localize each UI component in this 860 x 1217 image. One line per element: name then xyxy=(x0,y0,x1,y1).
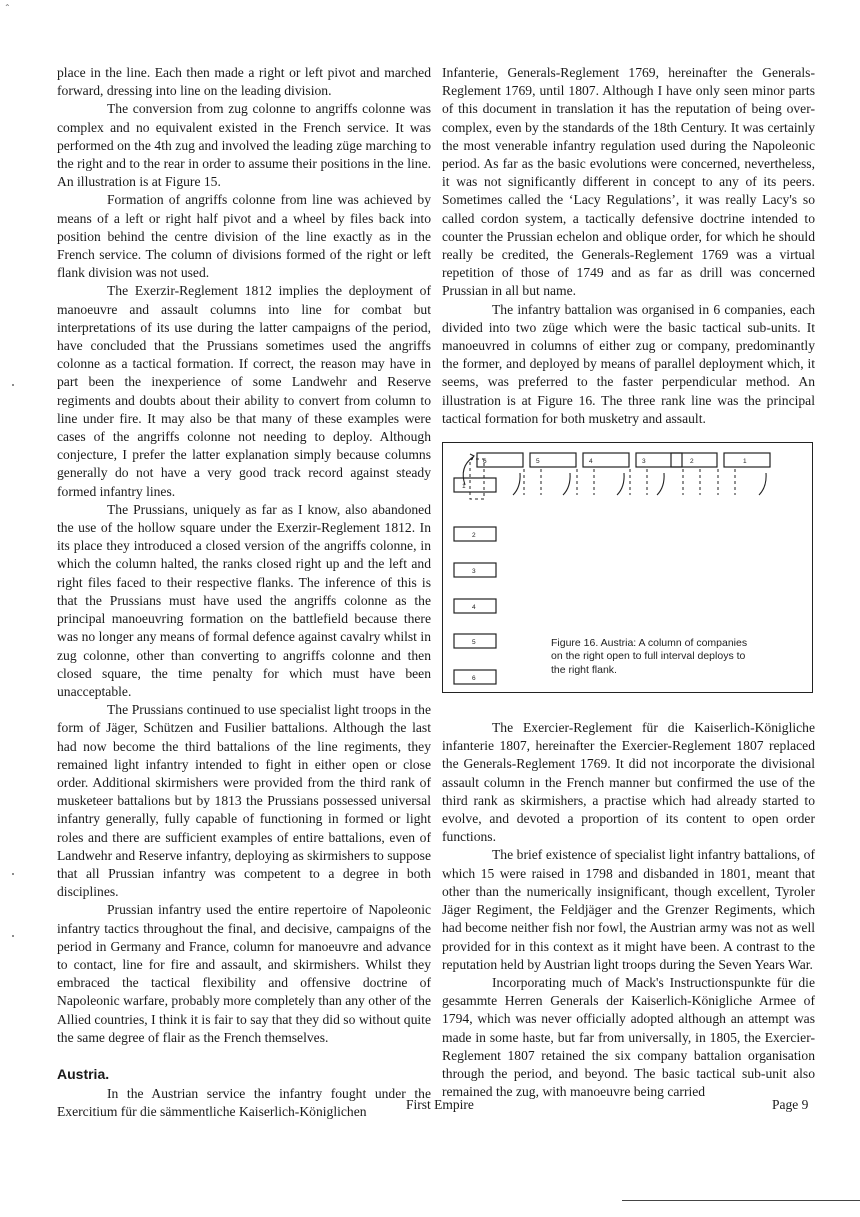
column-label: 4 xyxy=(472,604,476,612)
pivot-arrow xyxy=(463,457,473,485)
figure-16 xyxy=(442,442,813,693)
body-paragraph: The infantry battalion was organised in 6 companies, each divided into two züge which were the basic tactical sub-units. It manoeuvred in columns of either zug or company, predominantly the former, and deployed by means of parallel deployment which, it seems, was preferred to the faster perpendicular method. An illustration is at Figure 16. The three rank line was the principal tactical formation for both musketry and assault. xyxy=(442,301,815,426)
bottom-rule xyxy=(622,1200,860,1201)
pivot-arrow xyxy=(657,473,664,495)
line-label: 5 xyxy=(536,458,540,466)
pivot-arrow xyxy=(513,473,520,495)
column-company-box xyxy=(454,478,496,492)
body-paragraph: Incorporating much of Mack's Instructionspunkte für die gesammte Herren Generals der Kaiserlich-Königliche Armee of 1794, which was never officially adopted although an attempt was made in some haste, but far from universally, in 1805, the Exercier-Reglement 1807 retained the six company battalion organisation through the period, and beyond. The basic tactical sub-unit also remained the zug, with manoeuvre being carried xyxy=(442,974,815,1100)
line-company-box xyxy=(724,453,770,467)
column-label: 1 xyxy=(462,483,466,491)
line-label: 4 xyxy=(589,458,593,466)
line-company-box xyxy=(671,453,717,467)
body-paragraph: The conversion from zug colonne to angriffs colonne was complex and no equivalent existed in the French service. It was performed on the 4th zug and involved the leading züge marching to the right and to the rear in order to assume their positions in the line. An illustration is at Figure 15. xyxy=(57,101,431,190)
body-paragraph: The Prussians continued to use specialist light troops in the form of Jäger, Schützen and Fusilier battalions. Although the last had now become the third battalions of the line regiments, they remained light infantry intended to fight in either open or close order. Additional skirmishers were provided from the third rank of musketeer battalions but by 1813 the Prussians possessed universal infantry generally, fully capable of functioning in formed or light roles and there are sufficient examples of entire battalions, even of Landwehr and Reserve infantry, deploying as skirmishers to suppose that all Prussian infantry was competent to a degree in both disciplines. xyxy=(57,702,431,900)
margin-dot xyxy=(12,873,14,875)
body-paragraph: The Prussians, uniquely as far as I know, also abandoned the use of the hollow square under the Exerzir-Reglement 1812. In its place they introduced a closed version of the angriffs colonne, in which the column halted, the ranks closed right up and the left and right files faced to their respective flanks. The inference of this is that the Prussians must have used the angriffs colonne as the principal manoeuvring formation on the battlefield because there was no longer any means of formal defence against cavalry whilst in zug colonne, other than converting to angriffs colonne and then closed square, the time penalty for which must have been unacceptable. xyxy=(57,501,431,699)
left-column xyxy=(57,64,431,1121)
line-label: 6 xyxy=(483,458,487,466)
body-paragraph: The brief existence of specialist light infantry battalions, of which 15 were raised in 1798 and disbanded in 1801, meant that other than the numerically insignificant, though excellent, Tyroler Jäger Regiment, the Feldjäger and the Grenzer Regiments, which had become neither fish nor fowl, the Austrian army was not as well provided for in this context as it might have been. A contrast to the reputation held by Austrian light troops during the Seven Years War. xyxy=(442,847,815,972)
margin-dot xyxy=(12,384,14,386)
body-paragraph: Prussian infantry used the entire repertoire of Napoleonic infantry tactics throughout the final, and decisive, campaigns of the period in Germany and France, column for manoeuvre and advance to contact, line for fire and assault, and skirmishers. Whilst they embraced the tactical flexibility and offensive doctrine of Napoleonic warfare, probably more completely than any other of the Allied countries, I think it is fair to say that they did so without quite the same degree of flair as the French themselves. xyxy=(57,902,431,1045)
column-label: 3 xyxy=(472,568,476,576)
body-paragraph: In the Austrian service the infantry fought under the Exercitium für die sämmentliche Kaiserlich-Königlichen xyxy=(57,1085,431,1120)
column-label: 5 xyxy=(472,639,476,647)
line-label: 1 xyxy=(743,458,747,466)
section-heading: Austria. xyxy=(57,1065,110,1082)
figure-caption: Figure 16. Austria: A column of companies on the right open to full interval deploys to the right flank. xyxy=(551,637,748,676)
margin-dot xyxy=(12,935,14,937)
pivot-arrow xyxy=(759,473,766,495)
page-number: Page 9 xyxy=(772,1097,809,1112)
line-label: 2 xyxy=(690,458,694,466)
pivot-arrow xyxy=(617,473,624,495)
body-paragraph: Infanterie, Generals-Reglement 1769, hereinafter the Generals-Reglement 1769, until 1807. Although I have only seen minor parts of this document in translation it has the reputation of being over-complex, even by the standards of the 18th Century. It was certainly the most venerable infantry regulation used during the Napoleonic period. As far as the basic evolutions were concerned, nevertheless, it was not significantly different in concept to any of its peers. Sometimes called the ‘Lacy Regulations’, it was really Lacy's so called cordon system, a tactically defensive doctrine intended to counter the Prussian echelon and oblique order, for which he should really be credited, the Generals-Reglement 1769 was a virtual repetition of those of 1749 and as far as drill was concerned Prussian in all but name. xyxy=(442,65,815,299)
column-label: 6 xyxy=(472,675,476,683)
body-paragraph: The Exerzir-Reglement 1812 implies the deployment of manoeuvre and assault columns into line for combat but interpretations of its use during the latter campaigns of the period, have concluded that the Prussians sometimes used the angriffs colonne as a tactical formation. If correct, the reason may have in part been the inexperience of some Landwehr and Reserve regiments and doubts about their ability to convert from column to line under fire. It may also be that many of these examples were cases of the angriffs colonne not needing to deploy. Although conjecture, I prefer the latter explanation simply because columns generally do not have a very good track record against steady formed infantry lines. xyxy=(57,283,431,499)
line-label: 3 xyxy=(642,458,646,466)
right-column xyxy=(442,64,815,1101)
footer-title: First Empire xyxy=(406,1097,474,1112)
pivot-arrow xyxy=(563,473,570,495)
column-label: 2 xyxy=(472,532,476,540)
body-paragraph: The Exercier-Reglement für die Kaiserlich-Königliche infanterie 1807, hereinafter the Exercier-Reglement 1807 replaced the Generals-Reglement 1769. It did not incorporate the divisional assault column in the French manner but confirmed the use of the third rank as skirmishers, a practise which had already started to evolve, and devoted a proportion of its content to open order functions. xyxy=(442,720,815,845)
corner-mark: ⌃ xyxy=(4,3,11,12)
body-paragraph: Formation of angriffs colonne from line was achieved by means of a left or right half pivot and a wheel by files back into position behind the centre division of the line exactly as in the French service. The column of divisions formed of the right or left flank division was not used. xyxy=(57,192,431,281)
body-paragraph: place in the line. Each then made a right or left pivot and marched forward, dressing into line on the leading division. xyxy=(57,65,431,99)
